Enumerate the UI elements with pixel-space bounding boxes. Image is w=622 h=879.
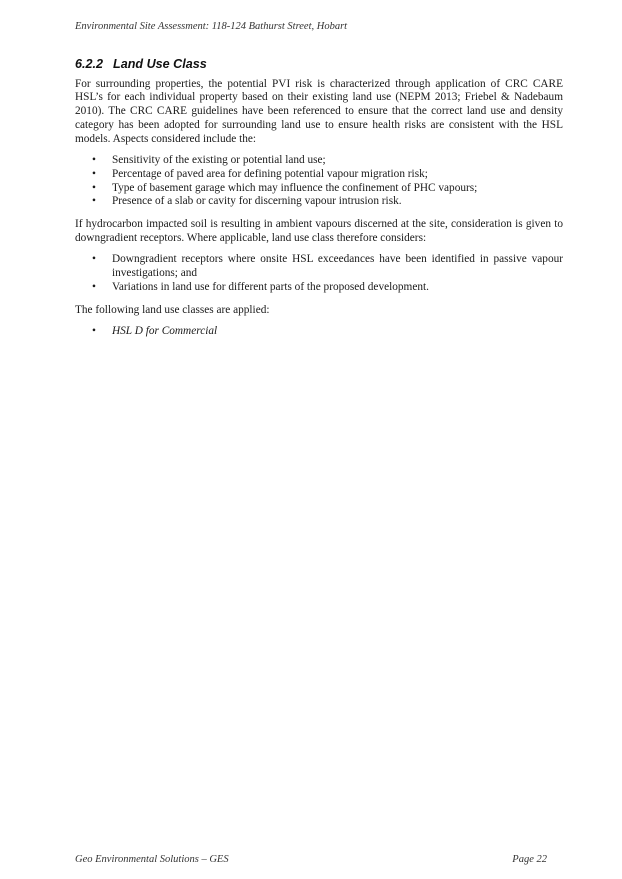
bullet-icon: • <box>92 154 96 167</box>
bullet-icon: • <box>92 253 96 266</box>
page-footer <box>75 854 547 865</box>
page-number: Page 22 <box>512 854 547 865</box>
list-item-text: Presence of a slab or cavity for discerning vapour intrusion risk. <box>112 195 402 208</box>
running-header: Environmental Site Assessment: 118-124 Bathurst Street, Hobart <box>75 21 348 32</box>
bullet-icon: • <box>92 195 96 208</box>
list-item-text: Percentage of paved area for defining potential vapour migration risk; <box>112 167 428 180</box>
section-number: 6.2.2 <box>75 57 104 71</box>
list-item-text: Downgradient receptors where onsite HSL exceedances have been identified in passive vapour investigations; and <box>112 253 563 280</box>
list-item <box>75 325 563 339</box>
list-item <box>75 168 563 182</box>
hydrocarbon-paragraph: If hydrocarbon impacted soil is resulting in ambient vapours discerned at the site, consideration is given to downgradient receptors. Where applicable, land use class therefore considers: <box>75 218 563 244</box>
bullet-icon: • <box>92 280 96 293</box>
bullet-icon: • <box>92 181 96 194</box>
considerations-list <box>75 253 563 294</box>
bullet-icon: • <box>92 325 96 338</box>
footer-company: Geo Environmental Solutions – GES <box>75 854 229 865</box>
list-item <box>75 182 563 196</box>
list-item-text: Variations in land use for different parts of the proposed development. <box>112 280 429 293</box>
list-item <box>75 281 563 295</box>
list-item-text: HSL D for Commercial <box>112 325 218 338</box>
section-heading <box>75 58 563 72</box>
intro-paragraph: For surrounding properties, the potential PVI risk is characterized through application of CRC CARE HSL’s for each individual property based on their existing land use (NEPM 2013; Friebel & Nadebaum 2010). The CRC CARE guidelines have been referenced to ensure that the correct land use and density category has been adopted for surrounding land use to ensure health risks are consistent with the HSL models. Aspects considered include the: <box>75 77 563 145</box>
bullet-icon: • <box>92 167 96 180</box>
list-item-text: Sensitivity of the existing or potential land use; <box>112 154 326 167</box>
section-title: Land Use Class <box>113 57 207 71</box>
page-content <box>75 58 563 348</box>
following-paragraph: The following land use classes are applied: <box>75 303 270 316</box>
list-item <box>75 195 563 209</box>
list-item-text: Type of basement garage which may influence the confinement of PHC vapours; <box>112 181 478 194</box>
land-use-classes-list <box>75 325 563 339</box>
aspects-list <box>75 154 563 209</box>
list-item <box>75 154 563 168</box>
list-item <box>75 253 563 280</box>
